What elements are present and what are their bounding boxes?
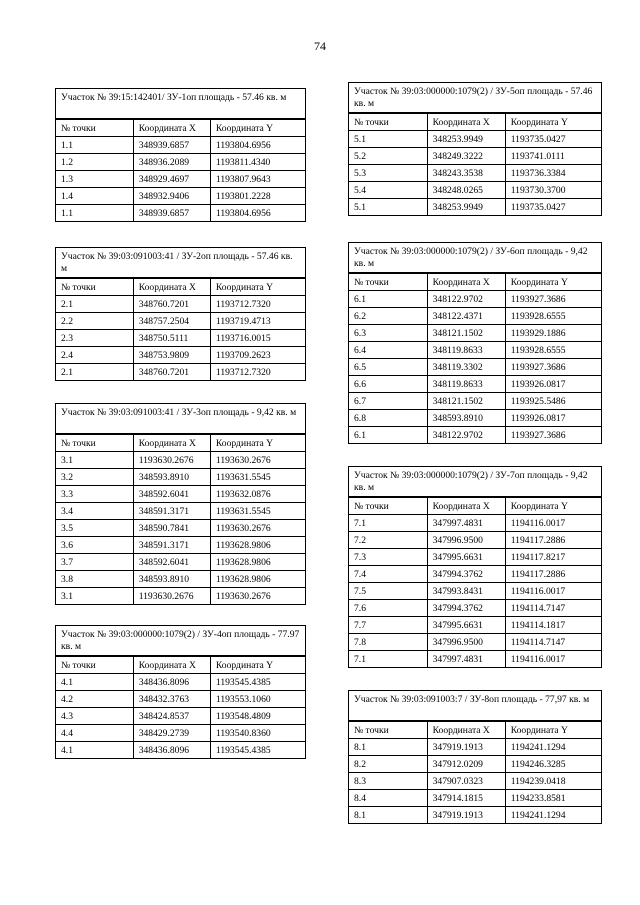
plot-table-6 xyxy=(348,242,602,444)
table-row xyxy=(56,205,305,222)
table-row xyxy=(349,532,601,549)
header-coordinate-x: Координата X xyxy=(133,279,210,296)
table-row xyxy=(349,376,601,393)
header-coordinate-y: Координата Y xyxy=(210,657,305,674)
table-row xyxy=(349,756,601,773)
coordinate-x-cell: 347994.3762 xyxy=(427,566,505,583)
point-number-cell: 6.3 xyxy=(349,325,427,342)
coordinate-x-cell: 347997.4831 xyxy=(427,651,505,668)
point-number-cell: 1.2 xyxy=(56,154,133,171)
point-number-cell: 2.2 xyxy=(56,313,133,330)
table-row xyxy=(349,634,601,651)
point-number-cell: 3.5 xyxy=(56,520,133,537)
coordinate-x-cell: 348122.9702 xyxy=(427,427,505,444)
point-number-cell: 1.1 xyxy=(56,137,133,154)
header-coordinate-y: Координата Y xyxy=(210,279,305,296)
header-point-number: № точки xyxy=(56,120,133,137)
coordinate-y-cell: 1193926.0817 xyxy=(505,410,601,427)
table-row xyxy=(349,199,601,216)
coordinate-y-cell: 1194246.3285 xyxy=(505,756,601,773)
table-row xyxy=(349,131,601,148)
plot-caption: Участок № 39:03:000000:1079(2) / ЗУ-7оп площадь - 9,42 кв. м xyxy=(349,467,601,497)
table-row xyxy=(56,537,305,554)
plot-table-4 xyxy=(55,625,306,759)
table-row xyxy=(349,165,601,182)
coordinate-x-cell: 348122.9702 xyxy=(427,291,505,308)
point-number-cell: 3.8 xyxy=(56,571,133,588)
point-number-cell: 6.6 xyxy=(349,376,427,393)
coordinate-y-cell: 1193741.0111 xyxy=(505,148,601,165)
coordinate-y-cell: 1193628.9806 xyxy=(210,571,305,588)
point-number-cell: 6.2 xyxy=(349,308,427,325)
coordinate-y-cell: 1193811.4340 xyxy=(210,154,305,171)
coordinate-y-cell: 1193628.9806 xyxy=(210,554,305,571)
coordinate-y-cell: 1193631.5545 xyxy=(210,469,305,486)
coordinate-x-cell: 348593.8910 xyxy=(133,469,210,486)
coordinate-y-cell: 1193548.4809 xyxy=(210,708,305,725)
coordinate-y-cell: 1193804.6956 xyxy=(210,205,305,222)
point-number-cell: 1.4 xyxy=(56,188,133,205)
point-number-cell: 7.7 xyxy=(349,617,427,634)
plot-caption: Участок № 39:15:142401/ ЗУ-1оп площадь - 57.46 кв. м xyxy=(56,89,305,119)
header-coordinate-x: Координата X xyxy=(427,722,505,739)
header-point-number: № точки xyxy=(349,498,427,515)
plot-table-7 xyxy=(348,466,602,668)
table-row xyxy=(349,342,601,359)
coordinate-x-cell: 348424.8537 xyxy=(133,708,210,725)
header-coordinate-y: Координата Y xyxy=(505,274,601,291)
header-row xyxy=(56,657,305,674)
coordinate-y-cell: 1193807.9643 xyxy=(210,171,305,188)
point-number-cell: 7.1 xyxy=(349,651,427,668)
table-row xyxy=(349,515,601,532)
plot-table-5 xyxy=(348,82,602,216)
coordinate-y-cell: 1193712.7320 xyxy=(210,364,305,381)
table-row xyxy=(349,790,601,807)
coordinate-y-cell: 1193712.7320 xyxy=(210,296,305,313)
coordinate-y-cell: 1193804.6956 xyxy=(210,137,305,154)
coordinates-table xyxy=(56,119,305,221)
header-coordinate-x: Координата X xyxy=(133,120,210,137)
point-number-cell: 3.6 xyxy=(56,537,133,554)
point-number-cell: 7.4 xyxy=(349,566,427,583)
point-number-cell: 6.8 xyxy=(349,410,427,427)
table-row xyxy=(349,617,601,634)
table-row xyxy=(56,520,305,537)
coordinate-y-cell: 1193709.2623 xyxy=(210,347,305,364)
table-row xyxy=(56,171,305,188)
point-number-cell: 2.3 xyxy=(56,330,133,347)
coordinate-y-cell: 1194114.1817 xyxy=(505,617,601,634)
coordinate-y-cell: 1193630.2676 xyxy=(210,452,305,469)
coordinate-x-cell: 348243.3538 xyxy=(427,165,505,182)
coordinate-x-cell: 347997.4831 xyxy=(427,515,505,532)
plot-caption: Участок № 39:03:000000:1079(2) / ЗУ-4оп площадь - 77.97 кв. м xyxy=(56,626,305,656)
table-row xyxy=(56,313,305,330)
table-row xyxy=(349,148,601,165)
table-row xyxy=(349,427,601,444)
header-row xyxy=(56,435,305,452)
coordinate-x-cell: 347912.0209 xyxy=(427,756,505,773)
table-row xyxy=(56,571,305,588)
header-row xyxy=(56,279,305,296)
coordinate-y-cell: 1193545.4385 xyxy=(210,674,305,691)
point-number-cell: 3.1 xyxy=(56,452,133,469)
coordinate-y-cell: 1194116.0017 xyxy=(505,651,601,668)
coordinate-y-cell: 1193632.0876 xyxy=(210,486,305,503)
header-coordinate-x: Координата X xyxy=(133,435,210,452)
coordinate-x-cell: 347994.3762 xyxy=(427,600,505,617)
table-row xyxy=(56,725,305,742)
coordinate-x-cell: 347996.9500 xyxy=(427,532,505,549)
table-row xyxy=(349,410,601,427)
coordinate-x-cell: 348760.7201 xyxy=(133,296,210,313)
coordinate-x-cell: 348939.6857 xyxy=(133,205,210,222)
table-row xyxy=(349,308,601,325)
point-number-cell: 6.1 xyxy=(349,427,427,444)
coordinate-x-cell: 348592.6041 xyxy=(133,554,210,571)
coordinate-y-cell: 1194114.7147 xyxy=(505,634,601,651)
coordinate-x-cell: 348936.2089 xyxy=(133,154,210,171)
coordinate-y-cell: 1194233.8581 xyxy=(505,790,601,807)
coordinates-table xyxy=(56,434,305,604)
coordinate-y-cell: 1193928.6555 xyxy=(505,342,601,359)
coordinate-x-cell: 347919.1913 xyxy=(427,807,505,824)
table-row xyxy=(56,188,305,205)
table-row xyxy=(349,325,601,342)
coordinates-table xyxy=(349,273,601,443)
point-number-cell: 8.2 xyxy=(349,756,427,773)
point-number-cell: 1.3 xyxy=(56,171,133,188)
point-number-cell: 2.1 xyxy=(56,364,133,381)
coordinate-x-cell: 348932.9406 xyxy=(133,188,210,205)
table-row xyxy=(349,600,601,617)
coordinate-y-cell: 1193928.6555 xyxy=(505,308,601,325)
coordinate-x-cell: 348593.8910 xyxy=(133,571,210,588)
table-row xyxy=(56,554,305,571)
coordinate-x-cell: 348591.3171 xyxy=(133,503,210,520)
plot-caption: Участок № 39:03:091003:7 / ЗУ-8оп площадь - 77,97 кв. м xyxy=(349,691,601,721)
coordinates-table xyxy=(56,656,305,758)
point-number-cell: 6.7 xyxy=(349,393,427,410)
coordinate-y-cell: 1193926.0817 xyxy=(505,376,601,393)
table-row xyxy=(56,364,305,381)
coordinate-y-cell: 1194239.0418 xyxy=(505,773,601,790)
coordinate-x-cell: 348121.1502 xyxy=(427,325,505,342)
coordinate-y-cell: 1193927.3686 xyxy=(505,291,601,308)
header-coordinate-x: Координата X xyxy=(133,657,210,674)
coordinate-x-cell: 347907.0323 xyxy=(427,773,505,790)
point-number-cell: 4.1 xyxy=(56,674,133,691)
point-number-cell: 7.1 xyxy=(349,515,427,532)
header-row xyxy=(56,120,305,137)
point-number-cell: 4.1 xyxy=(56,742,133,759)
table-row xyxy=(56,588,305,605)
coordinate-x-cell: 348436.8096 xyxy=(133,674,210,691)
coordinate-x-cell: 348750.5111 xyxy=(133,330,210,347)
point-number-cell: 8.1 xyxy=(349,807,427,824)
header-row xyxy=(349,722,601,739)
plot-caption: Участок № 39:03:000000:1079(2) / ЗУ-5оп площадь - 57.46 кв. м xyxy=(349,83,601,113)
coordinate-x-cell: 348119.3302 xyxy=(427,359,505,376)
coordinates-table xyxy=(349,497,601,667)
coordinate-y-cell: 1193719.4713 xyxy=(210,313,305,330)
coordinate-y-cell: 1193736.3384 xyxy=(505,165,601,182)
point-number-cell: 4.2 xyxy=(56,691,133,708)
point-number-cell: 1.1 xyxy=(56,205,133,222)
table-row xyxy=(56,503,305,520)
coordinate-y-cell: 1193927.3686 xyxy=(505,427,601,444)
plot-caption: Участок № 39:03:091003:41 / ЗУ-2оп площадь - 57.46 кв. м xyxy=(56,248,305,278)
coordinate-x-cell: 348757.2504 xyxy=(133,313,210,330)
plot-table-3 xyxy=(55,403,306,605)
coordinate-y-cell: 1193735.0427 xyxy=(505,199,601,216)
table-row xyxy=(56,742,305,759)
coordinate-y-cell: 1193631.5545 xyxy=(210,503,305,520)
point-number-cell: 7.6 xyxy=(349,600,427,617)
coordinate-x-cell: 348760.7201 xyxy=(133,364,210,381)
coordinate-y-cell: 1193925.5486 xyxy=(505,393,601,410)
coordinate-x-cell: 348119.8633 xyxy=(427,342,505,359)
coordinate-x-cell: 348432.3763 xyxy=(133,691,210,708)
coordinate-x-cell: 348248.0265 xyxy=(427,182,505,199)
point-number-cell: 4.4 xyxy=(56,725,133,742)
point-number-cell: 5.4 xyxy=(349,182,427,199)
coordinate-x-cell: 348592.6041 xyxy=(133,486,210,503)
coordinate-x-cell: 348753.9809 xyxy=(133,347,210,364)
coordinate-x-cell: 1193630.2676 xyxy=(133,452,210,469)
coordinates-table xyxy=(56,278,305,380)
table-row xyxy=(349,583,601,600)
header-coordinate-x: Координата X xyxy=(427,274,505,291)
coordinate-y-cell: 1194116.0017 xyxy=(505,515,601,532)
point-number-cell: 2.1 xyxy=(56,296,133,313)
coordinate-x-cell: 348253.9949 xyxy=(427,199,505,216)
coordinate-x-cell: 348436.8096 xyxy=(133,742,210,759)
coordinate-y-cell: 1193628.9806 xyxy=(210,537,305,554)
plot-caption: Участок № 39:03:091003:41 / ЗУ-3оп площадь - 9,42 кв. м xyxy=(56,404,305,434)
header-coordinate-y: Координата Y xyxy=(505,722,601,739)
point-number-cell: 7.2 xyxy=(349,532,427,549)
coordinate-y-cell: 1193801.2228 xyxy=(210,188,305,205)
point-number-cell: 8.1 xyxy=(349,739,427,756)
point-number-cell: 3.3 xyxy=(56,486,133,503)
coordinate-x-cell: 348939.6857 xyxy=(133,137,210,154)
coordinate-x-cell: 347995.6631 xyxy=(427,549,505,566)
point-number-cell: 7.3 xyxy=(349,549,427,566)
header-point-number: № точки xyxy=(56,435,133,452)
header-row xyxy=(349,498,601,515)
point-number-cell: 4.3 xyxy=(56,708,133,725)
coordinate-x-cell: 347914.1815 xyxy=(427,790,505,807)
plot-table-2 xyxy=(55,247,306,381)
coordinate-y-cell: 1193735.0427 xyxy=(505,131,601,148)
coordinate-y-cell: 1193553.1060 xyxy=(210,691,305,708)
table-row xyxy=(56,154,305,171)
table-row xyxy=(349,651,601,668)
coordinate-x-cell: 348591.3171 xyxy=(133,537,210,554)
coordinate-x-cell: 1193630.2676 xyxy=(133,588,210,605)
plot-caption: Участок № 39:03:000000:1079(2) / ЗУ-6оп площадь - 9,42 кв. м xyxy=(349,243,601,273)
header-point-number: № точки xyxy=(349,114,427,131)
coordinate-x-cell: 347996.9500 xyxy=(427,634,505,651)
coordinate-x-cell: 347919.1913 xyxy=(427,739,505,756)
coordinate-y-cell: 1194241.1294 xyxy=(505,807,601,824)
table-row xyxy=(56,674,305,691)
coordinate-x-cell: 348593.8910 xyxy=(427,410,505,427)
header-coordinate-y: Координата Y xyxy=(505,114,601,131)
point-number-cell: 7.8 xyxy=(349,634,427,651)
point-number-cell: 8.4 xyxy=(349,790,427,807)
page-number: 74 xyxy=(314,39,326,53)
table-row xyxy=(349,566,601,583)
coordinate-x-cell: 348119.8633 xyxy=(427,376,505,393)
table-row xyxy=(349,393,601,410)
table-row xyxy=(349,182,601,199)
coordinate-x-cell: 348122.4371 xyxy=(427,308,505,325)
table-row xyxy=(56,486,305,503)
table-row xyxy=(349,549,601,566)
point-number-cell: 6.1 xyxy=(349,291,427,308)
header-coordinate-y: Координата Y xyxy=(210,120,305,137)
coordinate-x-cell: 348429.2739 xyxy=(133,725,210,742)
coordinate-y-cell: 1193730.3700 xyxy=(505,182,601,199)
header-point-number: № точки xyxy=(349,274,427,291)
table-row xyxy=(349,291,601,308)
coordinate-y-cell: 1194116.0017 xyxy=(505,583,601,600)
coordinate-x-cell: 348121.1502 xyxy=(427,393,505,410)
table-row xyxy=(56,452,305,469)
plot-table-1 xyxy=(55,88,306,222)
point-number-cell: 5.1 xyxy=(349,131,427,148)
table-row xyxy=(56,296,305,313)
coordinate-y-cell: 1194117.2886 xyxy=(505,566,601,583)
coordinate-y-cell: 1193630.2676 xyxy=(210,588,305,605)
coordinate-x-cell: 348253.9949 xyxy=(427,131,505,148)
point-number-cell: 6.4 xyxy=(349,342,427,359)
coordinates-table xyxy=(349,721,601,823)
table-row xyxy=(349,359,601,376)
coordinate-y-cell: 1194114.7147 xyxy=(505,600,601,617)
coordinate-y-cell: 1193545.4385 xyxy=(210,742,305,759)
coordinate-y-cell: 1193716.0015 xyxy=(210,330,305,347)
table-row xyxy=(56,691,305,708)
header-point-number: № точки xyxy=(349,722,427,739)
header-coordinate-y: Координата Y xyxy=(505,498,601,515)
coordinates-table xyxy=(349,113,601,215)
point-number-cell: 2.4 xyxy=(56,347,133,364)
header-point-number: № точки xyxy=(56,279,133,296)
table-row xyxy=(56,137,305,154)
point-number-cell: 5.3 xyxy=(349,165,427,182)
point-number-cell: 5.1 xyxy=(349,199,427,216)
header-coordinate-x: Координата X xyxy=(427,114,505,131)
table-row xyxy=(349,739,601,756)
table-row xyxy=(349,773,601,790)
coordinate-y-cell: 1193630.2676 xyxy=(210,520,305,537)
coordinate-x-cell: 347993.8431 xyxy=(427,583,505,600)
point-number-cell: 3.2 xyxy=(56,469,133,486)
point-number-cell: 7.5 xyxy=(349,583,427,600)
plot-table-8 xyxy=(348,690,602,824)
header-row xyxy=(349,274,601,291)
coordinate-y-cell: 1194117.8217 xyxy=(505,549,601,566)
coordinate-x-cell: 347995.6631 xyxy=(427,617,505,634)
point-number-cell: 6.5 xyxy=(349,359,427,376)
header-coordinate-y: Координата Y xyxy=(210,435,305,452)
coordinate-x-cell: 348249.3222 xyxy=(427,148,505,165)
table-row xyxy=(56,469,305,486)
table-row xyxy=(56,330,305,347)
point-number-cell: 3.1 xyxy=(56,588,133,605)
coordinate-y-cell: 1194117.2886 xyxy=(505,532,601,549)
coordinate-y-cell: 1193929.1886 xyxy=(505,325,601,342)
coordinate-x-cell: 348590.7841 xyxy=(133,520,210,537)
point-number-cell: 8.3 xyxy=(349,773,427,790)
header-coordinate-x: Координата X xyxy=(427,498,505,515)
point-number-cell: 3.4 xyxy=(56,503,133,520)
table-row xyxy=(349,807,601,824)
coordinate-y-cell: 1194241.1294 xyxy=(505,739,601,756)
table-row xyxy=(56,708,305,725)
header-point-number: № точки xyxy=(56,657,133,674)
point-number-cell: 5.2 xyxy=(349,148,427,165)
coordinate-y-cell: 1193927.3686 xyxy=(505,359,601,376)
header-row xyxy=(349,114,601,131)
point-number-cell: 3.7 xyxy=(56,554,133,571)
table-row xyxy=(56,347,305,364)
coordinate-y-cell: 1193540.8360 xyxy=(210,725,305,742)
coordinate-x-cell: 348929.4697 xyxy=(133,171,210,188)
